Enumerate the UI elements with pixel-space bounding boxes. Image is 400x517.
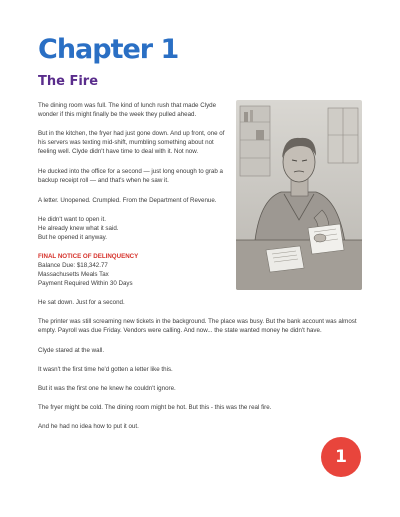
paragraph: And he had no idea how to put it out. [38,423,139,430]
paragraph: The fryer might be cold. The dining room might be hot. But this - this was the real fire. [38,404,272,411]
delinquency-notice [38,252,228,288]
text-line: He didn't want to open it. [38,216,106,223]
paragraph: He ducked into the office for a second — just long enough to grab a backup receipt roll — and that's when he saw it. [38,168,223,184]
paragraph: The dining room was full. The kind of lunch rush that made Clyde wonder if this might finally be the week they pulled ahead. [38,102,217,118]
paragraph: He sat down. Just for a second. [38,299,125,306]
paragraph: The printer was still screaming new tickets in the background. The place was busy. But the bank account was almost empty. Payroll was due Friday. Vendors were calling. And now... the state wanted money he didn't have. [38,318,357,334]
paragraph: Clyde stared at the wall. [38,347,105,354]
text-line: But he opened it anyway. [38,234,108,241]
text-line: He already knew what it said. [38,225,119,232]
paragraph: A letter. Unopened. Crumpled. From the Department of Revenue. [38,197,217,204]
paragraph: But in the kitchen, the fryer had just gone down. And up front, one of his servers was texting mid-shift, mumbling something about not feeling well. Clyde didn't have time to deal with it. Not now. [38,130,225,155]
illustration-man-reading-letter [236,100,362,290]
notice-tax-type: Massachusetts Meals Tax [38,271,109,278]
paragraph: It wasn't the first time he'd gotten a letter like this. [38,366,173,373]
paragraph: But it was the first one he knew he couldn't ignore. [38,385,176,392]
paragraph-lines [38,215,228,242]
notice-deadline: Payment Required Within 30 Days [38,280,133,287]
section-title: The Fire [38,74,99,89]
notice-title: FINAL NOTICE OF DELINQUENCY [38,253,139,260]
notice-balance: Balance Due: $18,342.77 [38,262,108,269]
chapter-title: Chapter 1 [38,34,179,65]
page-number-badge: 1 [321,437,361,477]
